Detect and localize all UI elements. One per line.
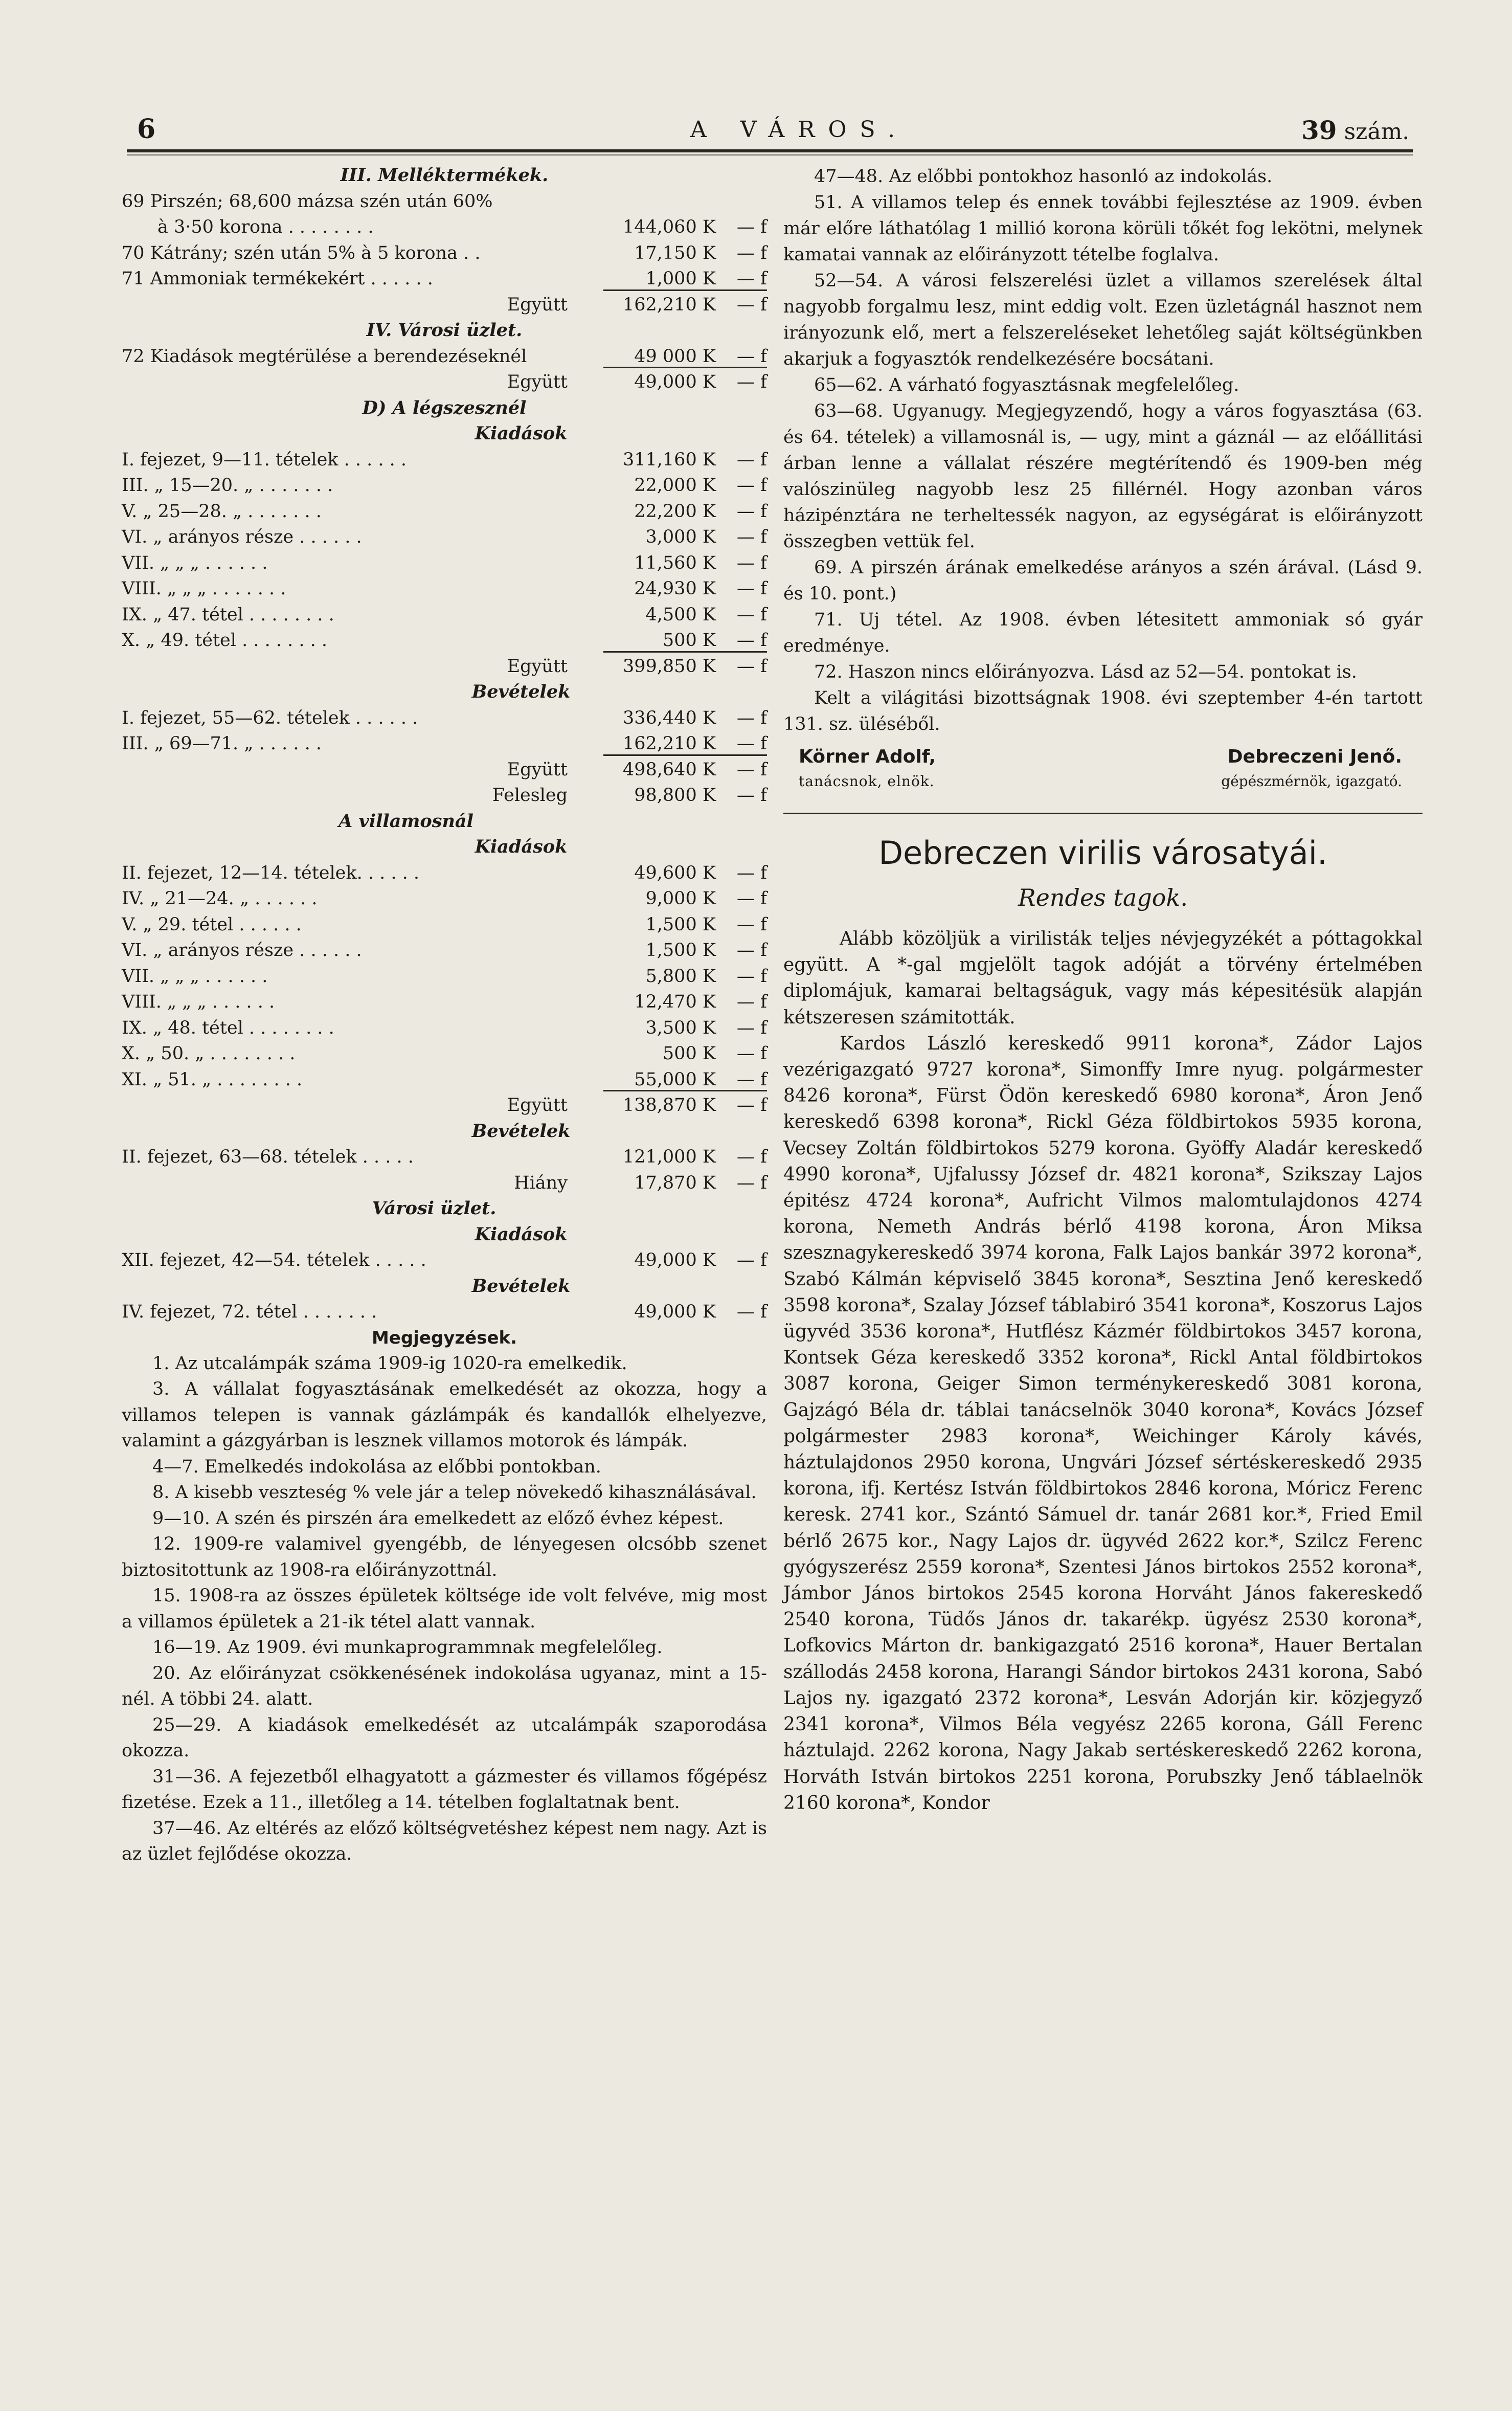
note-item: 12. 1909-re valamivel gyengébb, de lényegesen olcsóbb szenet biztositottunk az 1908-ra előirányzottnál. [122,1534,767,1580]
ledger-amount: 3,000 K [645,527,716,547]
gas-income-list [122,705,767,757]
ledger-label: IX. „ 48. tétel . . . . . . . . [122,1017,334,1038]
note-item: 25—29. A kiadások emelkedését az utcalámpák szaporodása okozza. [122,1714,767,1761]
ledger-row [122,860,767,886]
ledger-row: XII. fejezet, 42—54. tételek . . . . . 49,000 K — f [122,1250,767,1270]
note-item: 15. 1908-ra az összes épületek költsége ide volt felvéve, mig most a villamos épületek a 21-ik tétel alatt vannak. [122,1586,767,1632]
ledger-amount: 162,210 K [622,733,716,754]
ledger-amount: 336,440 K [622,707,716,728]
issue-suffix: szám. [1344,119,1410,145]
ledger-row [122,447,767,473]
subheading: Kiadások [475,1223,568,1245]
ledger-amount: 500 K [662,630,716,651]
ledger-unit: — f [736,992,767,1012]
ledger-unit: — f [736,966,767,987]
note-item: 31—36. A fejezetből elhagyatott a gázmester és villamos főgépész fizetése. Ezek a 11., illetőleg a 14. tételben foglaltatnak bent. [122,1766,767,1813]
ledger-amount: 1,000 K [645,269,716,289]
ledger-row [122,628,767,654]
signature-title-1: tanácsnok, elnök. [799,773,935,790]
ledger-row [122,886,767,912]
ledger-label: II. fejezet, 12—14. tételek. . . . . . [122,862,419,883]
ledger-label: V. „ 25—28. „ . . . . . . . [122,501,322,522]
section-heading: Városi üzlet. [372,1198,497,1219]
total-row: Együtt 399,850 K — f [507,656,767,677]
ledger-amount: 3,500 K [645,1017,716,1038]
remark-paragraph: 47—48. Az előbbi pontokhoz hasonló az indokolás. [814,166,1273,187]
header-rule-thin [127,154,1413,155]
note-item: 9—10. A szén és pirszén ára emelkedett az előző évhez képest. [152,1508,724,1529]
article-title: Debreczen virilis városatyái. [878,834,1327,872]
ledger-label: I. fejezet, 9—11. tételek . . . . . . [122,449,407,470]
subheading: Bevételek [471,1120,571,1142]
ledger-row [122,1041,767,1067]
note-item: 8. A kisebb veszteség % vele jár a telep növekedő kihasználásával. [152,1482,757,1503]
subheading: Kiadások [475,423,568,444]
ledger-row: II. fejezet, 63—68. tételek . . . . . 121,000 K — f [122,1147,767,1167]
remark-paragraph: 52—54. A városi felszerelési üzlet a villamos szerelések által nagyobb forgalmu lesz, mint eddig volt. Ezen üzletágnál hasznot nem irányozunk elő, mert a felszereléseket lehetőleg saját költségünkben akarjuk a fogyasztók rendelkezésére bocsátani. [783,271,1423,369]
ledger-unit: — f [736,733,767,754]
ledger-amount: 24,930 K [634,578,716,599]
ledger-amount: 11,560 K [634,552,716,573]
deficit-row: Hiány 17,870 K — f [514,1172,767,1193]
ledger-label: VII. „ „ „ . . . . . . [122,552,268,573]
ledger-row: 72 Kiadások megtérülése a berendezéseknél 49 000 K — f [122,344,767,370]
ledger-unit: — f [736,1069,767,1090]
remark-paragraph: 69. A pirszén árának emelkedése arányos a szén árával. (Lásd 9. és 10. pont.) [783,557,1423,604]
ledger-label: I. fejezet, 55—62. tételek . . . . . . [122,707,418,728]
ledger-unit: — f [736,501,767,522]
ledger-amount: 55,000 K [634,1069,716,1090]
ledger-amount: 22,000 K [634,475,716,496]
ledger-row [122,189,767,215]
byproducts-list [122,189,767,292]
ledger-label: V. „ 29. tétel . . . . . . [122,914,302,935]
ledger-row: IV. fejezet, 72. tétel . . . . . . . 49,000 K — f [122,1302,767,1322]
issue-number-value: 39 [1301,115,1337,145]
right-column [783,164,1423,1816]
ledger-label: III. „ 69—71. „ . . . . . . [122,733,322,754]
note-item: 37—46. Az eltérés az előző költségvetéshez képest nem nagy. Azt is az üzlet fejlődése okozza. [122,1818,767,1864]
ledger-row [122,473,767,499]
ledger-unit: — f [736,527,767,547]
ledger-amount: 4,500 K [645,604,716,625]
article-subtitle: Rendes tagok. [1018,884,1188,911]
remark-paragraph: 65—62. A várható fogyasztásnak megfelelőleg. [814,375,1239,395]
ledger-label: X. „ 50. „ . . . . . . . . [122,1043,296,1064]
ledger-unit: — f [736,449,767,470]
ledger-label: X. „ 49. tétel . . . . . . . . [122,630,327,651]
ledger-row [122,912,767,938]
note-item: 1. Az utcalámpák száma 1909-ig 1020-ra emelkedik. [152,1353,627,1374]
ledger-row [122,214,767,240]
section-heading: D) A légszesznél [362,397,527,418]
ledger-label: VIII. „ „ „ . . . . . . [122,992,275,1012]
ledger-row [122,1067,767,1093]
remark-paragraph: 51. A villamos telep és ennek további fejlesztése az 1909. évben már előre láthatólag 1 millió korona körüli tőkét fog lekötni, melynek kamatai vannak az előirányzott tételbe foglalva. [783,192,1423,265]
ledger-label: 70 Kátrány; szén után 5% à 5 korona . . [122,242,481,263]
ledger-label: VII. „ „ „ . . . . . . [122,966,268,987]
signature-title-2: gépészmérnök, igazgató. [1221,773,1402,790]
ledger-unit: — f [736,914,767,935]
remarks-continued [783,164,1423,738]
ledger-row [122,576,767,602]
total-row: Együtt 138,870 K — f [507,1095,767,1115]
remark-paragraph: Kelt a világitási bizottságnak 1908. évi szeptember 4-én tartott 131. sz. üléséből. [783,688,1423,734]
ledger-unit: — f [736,707,767,728]
ledger-unit: — f [736,1017,767,1038]
note-item: 3. A vállalat fogyasztásának emelkedését az okozza, hogy a villamos telepen is vannak gázlámpák és kandallók elhelyezve, valamint a gázgyárban is lesznek villamos motorok és lámpák. [122,1379,767,1451]
ledger-label: à 3·50 korona . . . . . . . . [157,217,374,237]
publication-title: A VÁROS. [690,117,909,143]
section-heading: IV. Városi üzlet. [366,320,523,341]
ledger-row [122,1015,767,1041]
ledger-amount: 311,160 K [622,449,716,470]
ledger-unit: — f [736,888,767,909]
remark-paragraph: 72. Haszon nincs előirányozva. Lásd az 52—54. pontokat is. [814,662,1357,682]
ledger-label: 69 Pirszén; 68,600 mázsa szén után 60% [122,191,493,212]
ledger-label: IX. „ 47. tétel . . . . . . . . [122,604,334,625]
section-heading: A villamosnál [338,810,473,832]
surplus-row: Felesleg 98,800 K — f [492,785,767,806]
ledger-label: III. „ 15—20. „ . . . . . . . [122,475,333,496]
ledger-row [122,937,767,964]
ledger-unit: — f [736,269,767,289]
ledger-amount: 500 K [662,1043,716,1064]
notes-list [122,1351,767,1867]
ledger-amount: 49,600 K [634,862,716,883]
ledger-amount: 12,470 K [634,992,716,1012]
ledger-unit: — f [736,552,767,573]
ledger-label: XI. „ 51. „ . . . . . . . . [122,1069,303,1090]
ledger-amount: 1,500 K [645,940,716,961]
ledger-row [122,964,767,990]
ledger-row [122,705,767,731]
ledger-unit: — f [736,940,767,961]
gas-expenses-list [122,447,767,654]
ledger-amount: 144,060 K [622,217,716,237]
ledger-unit: — f [736,1043,767,1064]
article-body: Kardos László kereskedő 9911 korona*, Zádor Lajos vezérigazgató 9727 korona*, Simonffy Imre nyug. polgármester 8426 korona*, Fürst Ödön kereskedő 6980 korona*, Áron Jenő kereskedő 6398 korona*, Rickl Géza földbirtokos 5935 korona, Vecsey Zoltán földbirtokos 5279 korona. Gyöffy Aladár kereskedő 4990 korona*, Ujfalussy József dr. 4821 korona*, Szikszay Lajos épitész 4724 korona*, Aufricht Vilmos malomtulajdonos 4274 korona, Nemeth András bérlő 4198 korona, Áron Miksa szesznagykereskedő 3974 korona, Falk Lajos bankár 3972 korona*, Szabó Kálmán képviselő 3845 korona*, Sesztina Jenő kereskedő 3598 korona*, Szalay József táblabiró 3541 korona*, Koszorus Lajos ügyvéd 3536 korona*, Hutflész Kázmér földbirtokos 3457 korona, Kontsek Géza kereskedő 3352 korona*, Rickl Antal földbirtokos 3087 korona, Geiger Simon terménykereskedő 3081 korona, Gajzágó Béla dr. táblai tanácselnök 3040 korona*, Kovács József polgármester 2983 korona*, Weichinger Károly kávés, háztulajdonos 2950 korona, Ungvári József sértéskereskedő 2935 korona, ifj. Kertész István földbirtokos 2846 korona, Móricz Ferenc keresk. 2741 kor., Szántó Sámuel dr. tanár 2681 kor.*, Fried Emil bérlő 2675 kor., Nagy Lajos dr. ügyvéd 2622 kor.*, Szilcz Ferenc gyógyszerész 2559 korona*, Szentesi János birtokos 2552 korona*, Jámbor János birtokos 2545 korona Horváht János fakereskedő 2540 korona, Tüdős János dr. takarékp. ügyész 2530 korona*, Lofkovics Márton dr. bankigazgató 2516 korona*, Hauer Bertalan szállodás 2458 korona, Harangi Sándor birtokos 2431 korona, Sabó Lajos ny. igazgató 2372 korona*, Lesván Adorján kir. közjegyző 2341 korona*, Vilmos Béla vegyész 2265 korona, Gáll Ferenc háztulajd. 2262 korona, Nagy Jakab sertéskereskedő 2262 korona, Horváth István birtokos 2251 korona, Porubszky Jenő táblaelnök 2160 korona*, Kondor [783,1033,1423,1814]
ledger-row [122,266,767,292]
ledger-label: 71 Ammoniak termékekért . . . . . . [122,269,433,289]
note-item: 16—19. Az 1909. évi munkaprogrammnak megfelelőleg. [152,1637,663,1658]
ledger-amount: 1,500 K [645,914,716,935]
ledger-label: VI. „ arányos része . . . . . . [122,940,362,961]
subheading: Bevételek [471,1275,571,1297]
ledger-row [122,989,767,1015]
notes-heading: Megjegyzések. [371,1327,517,1348]
note-item: 20. Az előirányzat csökkenésének indokolása ugyanaz, mint a 15-nél. A többi 24. alatt. [122,1663,767,1709]
ledger-unit: — f [736,217,767,237]
ledger-label: VIII. „ „ „ . . . . . . . [122,578,286,599]
signature-name-1: Körner Adolf, [799,746,936,767]
article-separator [783,813,1423,814]
header-rule [127,149,1413,152]
ledger-unit: — f [736,630,767,651]
ledger-row [122,499,767,525]
ledger-unit: — f [736,578,767,599]
electric-expenses-list [122,860,767,1093]
total-row: Együtt 49,000 K — f [507,372,767,392]
ledger-row [122,524,767,550]
section-heading: III. Melléktermékek. [340,165,549,186]
remark-paragraph: 71. Uj tétel. Az 1908. évben létesitett ammoniak só gyár eredménye. [783,610,1423,656]
ledger-row [122,602,767,628]
ledger-amount: 22,200 K [634,501,716,522]
total-row: Együtt 498,640 K — f [507,759,767,780]
ledger-amount: 9,000 K [645,888,716,909]
page-number: 6 [137,114,156,145]
subheading: Kiadások [475,836,568,857]
ledger-amount: 5,800 K [645,966,716,987]
ledger-unit: — f [736,242,767,263]
remark-paragraph: 63—68. Ugyanugy. Megjegyzendő, hogy a város fogyasztása (63. és 64. tételek) a villamosnál is, — ugy, mint a gáznál — az előállitási árban lenne a vállalat részére megtérítendő és 1909-ben még valószinüleg nagyobb lesz 25 fillérnél. Hogy azonban város házipénztára ne terheltessék nagyon, az egységárat is előirányzott összegben vettük fel. [783,401,1423,552]
note-item: 4—7. Emelkedés indokolása az előbbi pontokban. [152,1456,601,1477]
ledger-label: VI. „ arányos része . . . . . . [122,527,362,547]
ledger-row [122,731,767,757]
ledger-unit: — f [736,862,767,883]
total-row: Együtt 162,210 K — f [507,294,767,315]
left-column [122,163,767,1867]
article-intro: Alább közöljük a virilisták teljes névjegyzékét a póttagokkal együtt. A *-gal mgjelölt tagok adóját a törvény értelmében diplomájuk, kamarai beltagságuk, vagy más képesitésük alapján kétszeresen számitották. [783,928,1423,1028]
ledger-label: IV. „ 21—24. „ . . . . . . [122,888,318,909]
subheading: Bevételek [471,681,571,702]
ledger-unit: — f [736,475,767,496]
ledger-row [122,550,767,576]
ledger-row [122,240,767,266]
issue-number [1301,115,1409,145]
signature-name-2: Debreczeni Jenő. [1227,746,1402,767]
ledger-unit: — f [736,604,767,625]
signatures [783,744,1423,792]
ledger-amount: 17,150 K [634,242,716,263]
